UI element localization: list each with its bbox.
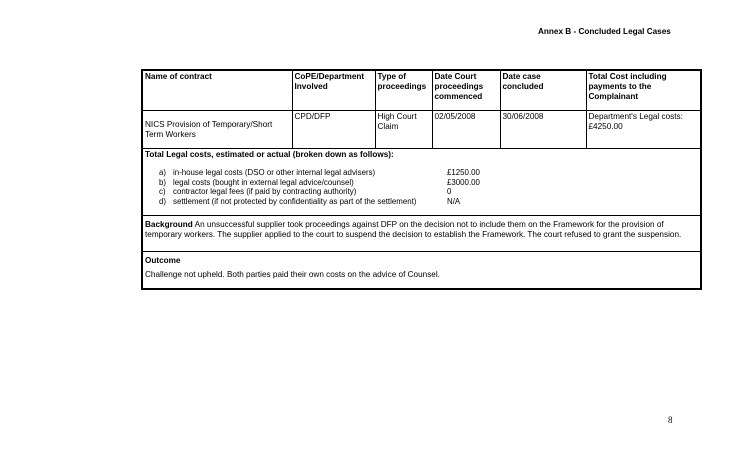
column-header-date-concluded: Date case concluded	[500, 70, 586, 111]
outcome-cell	[142, 252, 701, 290]
cost-item-letter: b)	[159, 177, 167, 187]
proceedings-cell: High Court Claim	[375, 111, 432, 149]
column-header-total-cost: Total Cost including payments to the Complainant	[586, 70, 701, 111]
cost-item-label: legal costs (bought in external legal advice/counsel)	[173, 177, 354, 187]
table-header-row	[142, 70, 701, 111]
total-cost-cell: Department's Legal costs: £4250.00	[586, 111, 701, 149]
column-header-department: CoPE/Department Involved	[292, 70, 375, 111]
cost-item	[145, 187, 698, 197]
costs-row	[142, 149, 701, 216]
cost-item-label: contractor legal fees (if paid by contracting authority)	[173, 187, 357, 196]
department-cell: CPD/DFP	[292, 111, 375, 149]
legal-cases-table	[141, 69, 702, 290]
cost-item-label: in-house legal costs (DSO or other internal legal advisers)	[173, 168, 376, 177]
cost-item-value: 0	[447, 187, 452, 196]
cost-item-letter: c)	[159, 187, 166, 196]
outcome-text: Challenge not upheld. Both parties paid their own costs on the advice of Counsel.	[145, 270, 440, 279]
cost-list	[145, 168, 698, 206]
cost-item	[145, 197, 698, 207]
cost-item-value: £1250.00	[447, 168, 480, 177]
cost-item-label: settlement (if not protected by confidentiality as part of the settlement)	[173, 196, 417, 206]
table-row	[142, 111, 701, 149]
date-concluded-cell: 30/06/2008	[500, 111, 586, 149]
background-row	[142, 216, 701, 252]
annex-title: Annex B - Concluded Legal Cases	[538, 27, 671, 36]
cost-item-value: £3000.00	[447, 177, 480, 187]
cost-item	[145, 168, 698, 178]
outcome-label: Outcome	[145, 256, 181, 265]
column-header-date-commenced: Date Court proceedings commenced	[432, 70, 500, 111]
costs-title: Total Legal costs, estimated or actual (broken down as follows):	[145, 150, 394, 159]
background-cell	[142, 216, 701, 252]
outcome-row	[142, 252, 701, 290]
cost-item-value: N/A	[447, 196, 461, 206]
contract-name-cell: NICS Provision of Temporary/Short Term Workers	[142, 111, 292, 149]
costs-breakdown-cell	[142, 149, 701, 216]
background-label: Background	[145, 220, 193, 229]
background-text: An unsuccessful supplier took proceedings against DFP on the decision not to include them on the Framework for the provision of temporary workers. The supplier applied to the court to suspend the decision to establish the Framework. The court refused to grant the suspension.	[145, 220, 682, 239]
column-header-proceedings: Type of proceedings	[375, 70, 432, 111]
column-header-contract: Name of contract	[142, 70, 292, 111]
cost-item-letter: a)	[159, 168, 167, 177]
date-commenced-cell: 02/05/2008	[432, 111, 500, 149]
cost-item	[145, 178, 698, 188]
cost-item-letter: d)	[159, 196, 167, 206]
page-number: 8	[668, 415, 673, 425]
